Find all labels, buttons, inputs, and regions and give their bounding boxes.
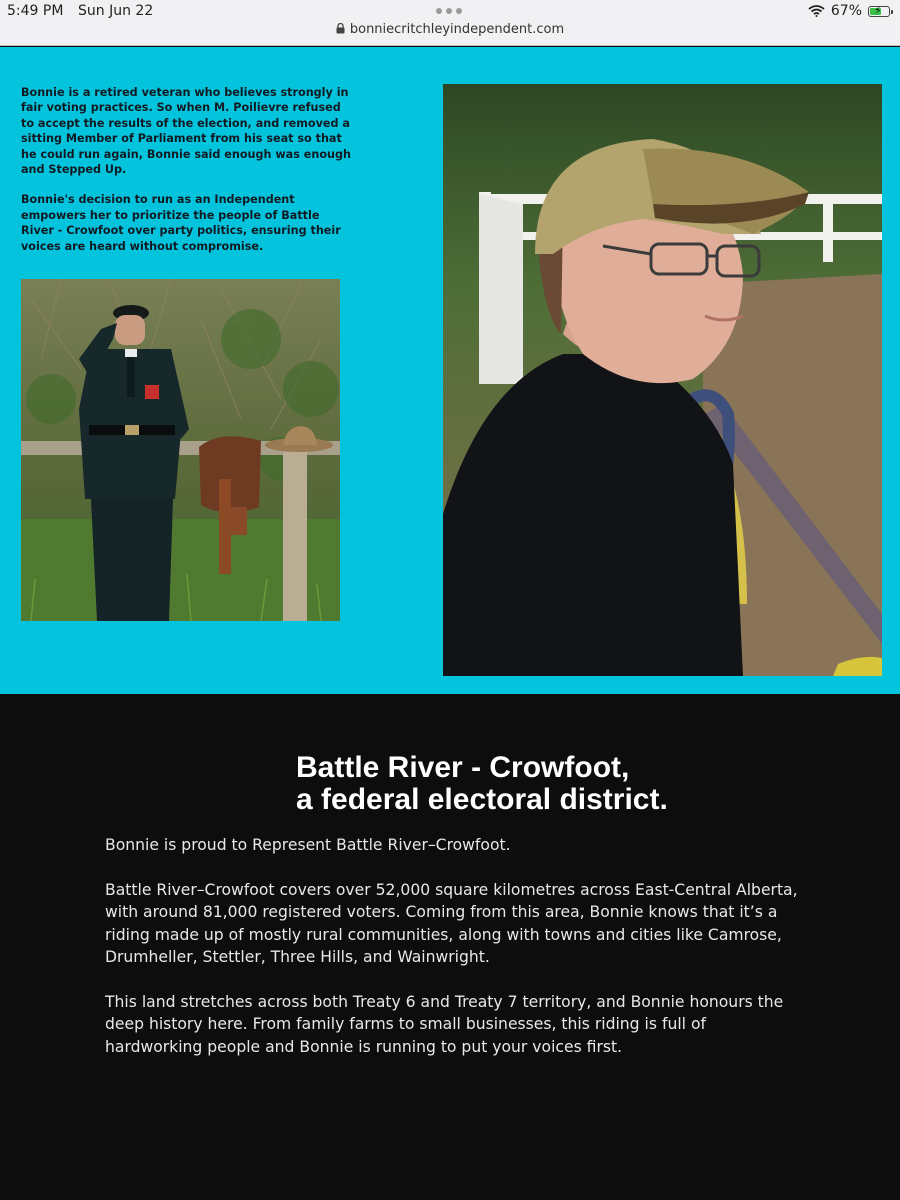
status-date: Sun Jun 22 [78,3,154,19]
url-text: bonniecritchleyindependent.com [349,22,565,37]
wifi-icon [808,5,825,17]
veteran-section [0,47,900,694]
intro-paragraph-1: Bonnie is a retired veteran who believes strongly in fair voting practices. So when M. Poilievre refused to accept the results of the election, and removed a sitting Member of Parliament from his seat so that he could run again, Bonnie said enough was enough and Stepped Up. [21,86,351,177]
district-section [0,694,900,1200]
intro-text [21,85,351,269]
browser-status-bar [0,0,900,46]
battery-percent: 67% [830,3,862,19]
district-title [296,752,856,816]
district-paragraph-1: Bonnie is proud to Represent Battle River–Crowfoot. [105,836,511,854]
intro-paragraph-2: Bonnie's decision to run as an Independent empowers her to prioritize the people of Battle River - Crowfoot over party politics, ensuring their voices are heard without compromise. [21,193,341,253]
lock-icon [336,23,345,34]
district-title-line-1: Battle River - Crowfoot, [296,751,630,784]
district-paragraph-2: Battle River–Crowfoot covers over 52,000 square kilometres across East-Central Alberta, with around 81,000 registered voters. Coming from this area, Bonnie knows that it’s a riding made up of mostly rural communities, along with towns and cities like Camrose, Drumheller, Stettler, Three Hills, and Wainwright. [105,880,798,966]
district-title-line-2: a federal electoral district. [296,783,668,816]
battery-icon: ⚡ [868,6,890,17]
portrait-photo [443,84,882,676]
status-right-cluster [808,3,890,19]
salute-photo [21,279,340,621]
address-bar[interactable] [0,22,900,37]
status-time: 5:49 PM [7,3,64,19]
district-paragraph-3: This land stretches across both Treaty 6 and Treaty 7 territory, and Bonnie honours the deep history here. From family farms to small businesses, this riding is full of hardworking people and Bonnie is running to put your voices first. [105,992,784,1056]
multitasking-dots-icon[interactable] [436,8,462,14]
district-body [105,834,805,1080]
